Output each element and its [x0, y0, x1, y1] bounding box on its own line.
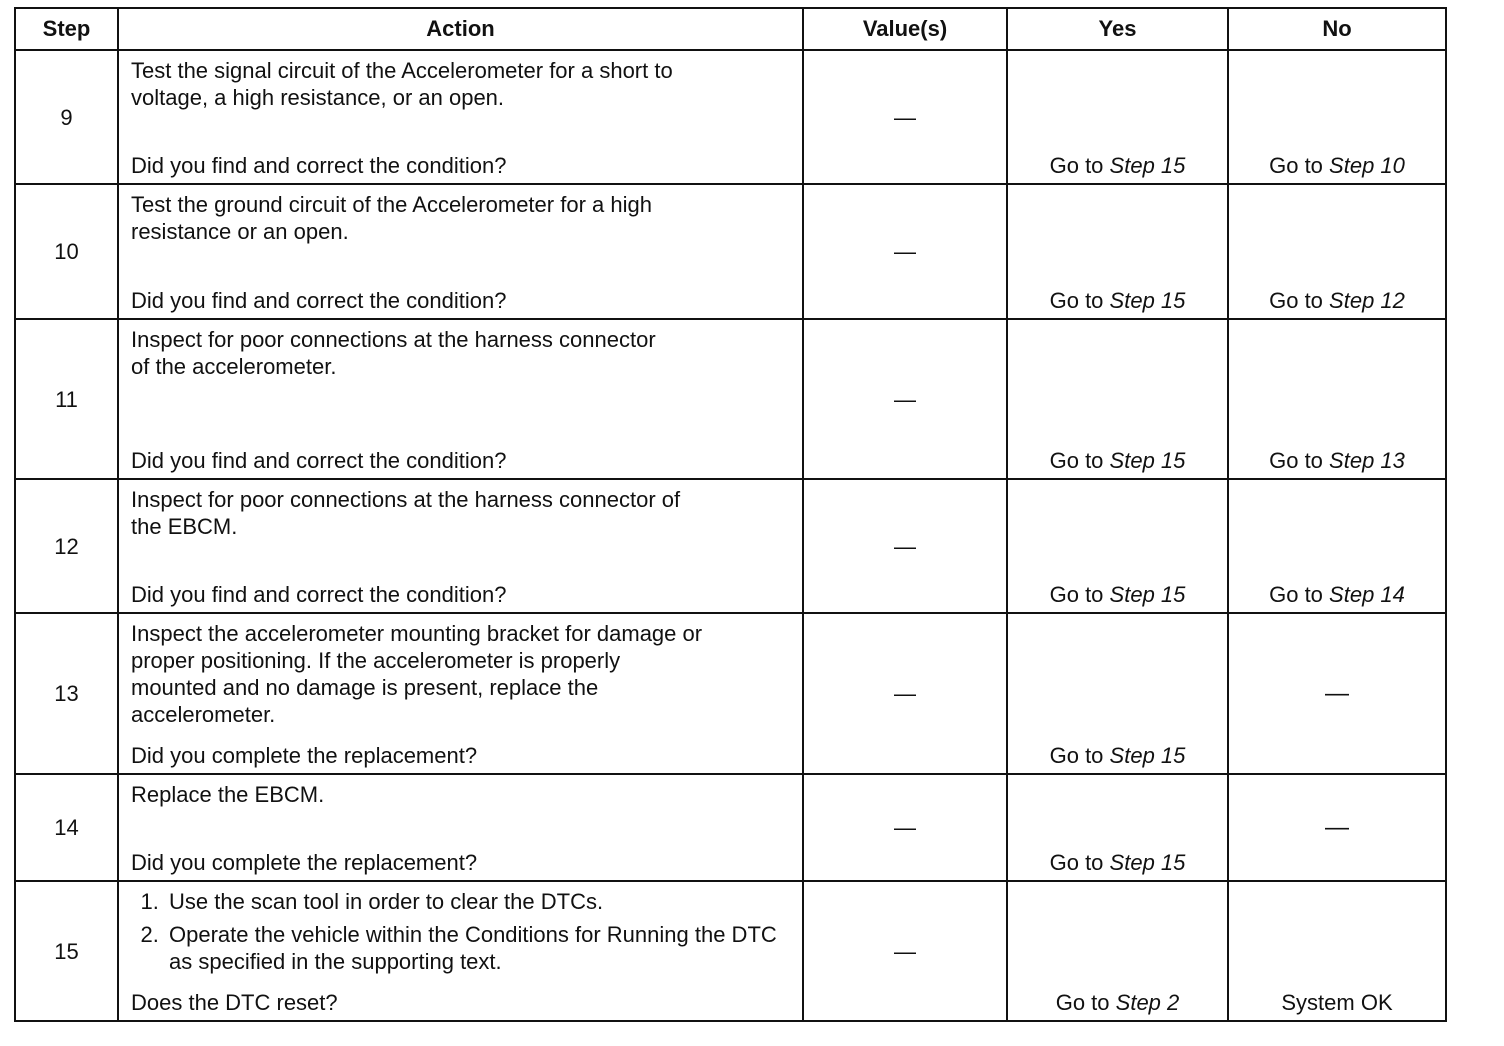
- yes-cell: [1007, 50, 1228, 184]
- value-cell: —: [803, 50, 1007, 184]
- action-question: Did you find and correct the condition?: [131, 153, 507, 178]
- yes-prefix: Go to: [1049, 582, 1104, 607]
- action-instruction: Test the signal circuit of the Accelerometer for a short to voltage, a high resistance, or an open.: [131, 58, 673, 110]
- list-item: 2. Operate the vehicle within the Conditions for Running the DTC as specified in the supporting text.: [165, 921, 794, 975]
- action-question: Does the DTC reset?: [131, 990, 338, 1015]
- header-no: No: [1228, 8, 1446, 50]
- action-cell: [118, 881, 803, 1021]
- diagnostic-table: [14, 7, 1447, 1022]
- table-row: [15, 881, 1446, 1021]
- value-cell: —: [803, 184, 1007, 319]
- action-cell: [118, 319, 803, 479]
- no-cell: [1228, 50, 1446, 184]
- no-prefix: Go to: [1269, 288, 1323, 313]
- action-instruction: Test the ground circuit of the Accelerometer for a high resistance or an open.: [131, 192, 652, 244]
- no-step-ref: Step 14: [1329, 582, 1405, 607]
- step-number: 15: [15, 881, 118, 1021]
- step-number: 13: [15, 613, 118, 774]
- table-row: [15, 774, 1446, 881]
- action-question: Did you complete the replacement?: [131, 850, 478, 875]
- yes-prefix: Go to: [1049, 743, 1104, 768]
- no-step-ref: Step 13: [1329, 448, 1405, 473]
- action-cell: [118, 774, 803, 881]
- action-cell: [118, 50, 803, 184]
- no-prefix: Go to: [1269, 582, 1323, 607]
- step-number: 10: [15, 184, 118, 319]
- action-steps-list: [131, 888, 794, 975]
- yes-cell: [1007, 319, 1228, 479]
- action-instruction: Inspect for poor connections at the harness connector of the accelerometer.: [131, 327, 656, 379]
- table-row: [15, 319, 1446, 479]
- action-cell: [118, 479, 803, 613]
- no-prefix: Go to: [1269, 448, 1323, 473]
- yes-step-ref: Step 15: [1109, 582, 1186, 607]
- step-number: 14: [15, 774, 118, 881]
- yes-prefix: Go to: [1049, 448, 1104, 473]
- yes-prefix: Go to: [1049, 288, 1104, 313]
- yes-step-ref: Step 15: [1109, 448, 1186, 473]
- list-item: 1. Use the scan tool in order to clear the DTCs.: [165, 888, 794, 915]
- yes-cell: [1007, 184, 1228, 319]
- action-instruction: Inspect the accelerometer mounting bracket for damage or proper positioning. If the accelerometer is properly mounted and no damage is present, replace the accelerometer.: [131, 621, 703, 727]
- yes-cell: [1007, 479, 1228, 613]
- yes-step-ref: Step 2: [1115, 990, 1180, 1015]
- yes-step-ref: Step 15: [1109, 850, 1186, 875]
- no-cell: —: [1228, 613, 1446, 774]
- value-cell: —: [803, 479, 1007, 613]
- header-row: [15, 8, 1446, 50]
- yes-cell: [1007, 774, 1228, 881]
- header-yes: Yes: [1007, 8, 1228, 50]
- header-step: Step: [15, 8, 118, 50]
- header-values: Value(s): [803, 8, 1007, 50]
- no-cell: [1228, 319, 1446, 479]
- table-row: [15, 50, 1446, 184]
- table-row: [15, 184, 1446, 319]
- no-prefix: Go to: [1269, 153, 1323, 178]
- action-cell: [118, 613, 803, 774]
- value-cell: —: [803, 774, 1007, 881]
- action-instruction: Inspect for poor connections at the harness connector of the EBCM.: [131, 487, 681, 539]
- step-number: 9: [15, 50, 118, 184]
- action-question: Did you complete the replacement?: [131, 743, 478, 768]
- yes-step-ref: Step 15: [1109, 153, 1186, 178]
- header-action: Action: [118, 8, 803, 50]
- no-cell: [1228, 479, 1446, 613]
- no-step-ref: Step 10: [1329, 153, 1405, 178]
- action-question: Did you find and correct the condition?: [131, 582, 507, 607]
- table-row: [15, 479, 1446, 613]
- action-question: Did you find and correct the condition?: [131, 448, 507, 473]
- action-cell: [118, 184, 803, 319]
- table-row: [15, 613, 1446, 774]
- yes-prefix: Go to: [1049, 153, 1104, 178]
- no-step-ref: Step 12: [1329, 288, 1405, 313]
- action-instruction: Replace the EBCM.: [131, 782, 325, 807]
- no-cell: [1228, 184, 1446, 319]
- yes-prefix: Go to: [1049, 850, 1104, 875]
- yes-cell: [1007, 881, 1228, 1021]
- yes-step-ref: Step 15: [1109, 743, 1186, 768]
- step-number: 11: [15, 319, 118, 479]
- value-cell: —: [803, 881, 1007, 1021]
- value-cell: —: [803, 319, 1007, 479]
- yes-step-ref: Step 15: [1109, 288, 1186, 313]
- action-question: Did you find and correct the condition?: [131, 288, 507, 313]
- value-cell: —: [803, 613, 1007, 774]
- no-cell: —: [1228, 774, 1446, 881]
- yes-cell: [1007, 613, 1228, 774]
- no-cell: System OK: [1228, 881, 1446, 1021]
- step-number: 12: [15, 479, 118, 613]
- yes-prefix: Go to: [1055, 990, 1110, 1015]
